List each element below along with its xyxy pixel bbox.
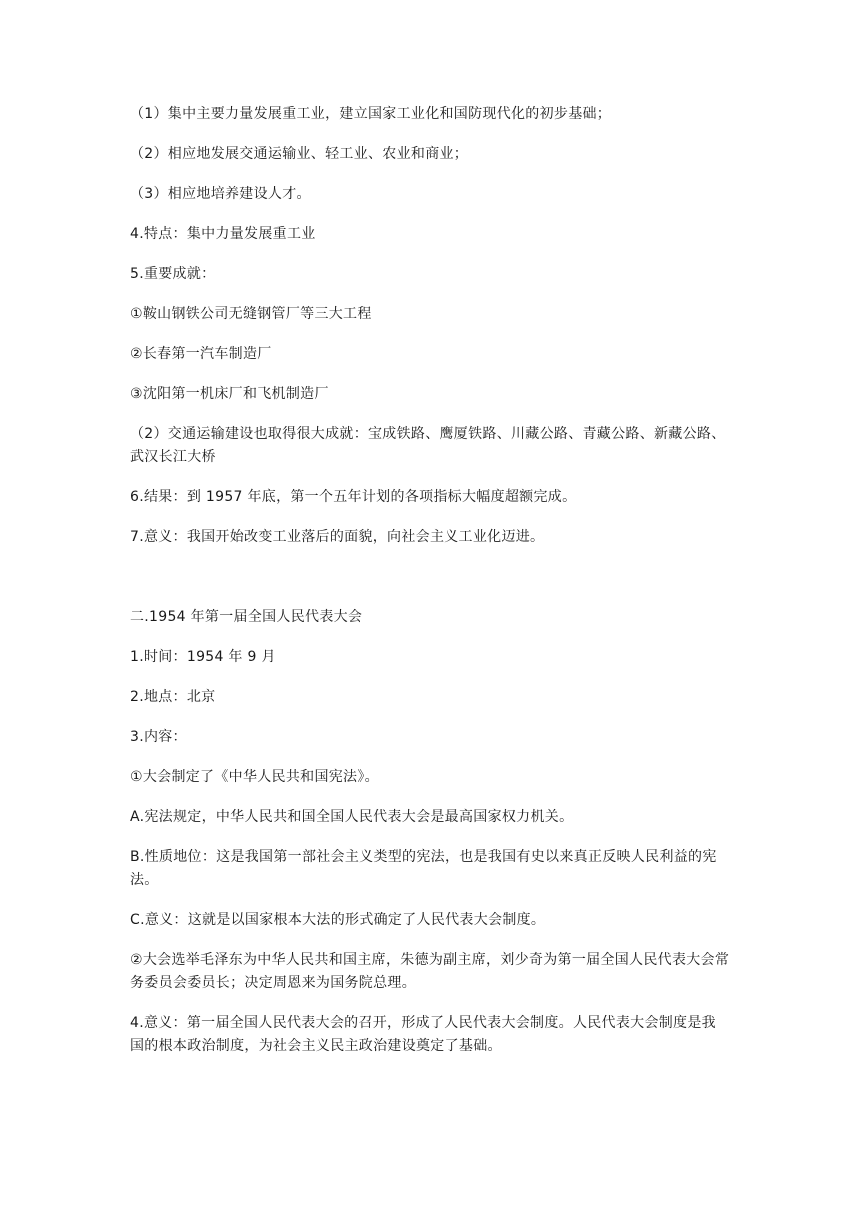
paragraph: （1）集中主要力量发展重工业，建立国家工业化和国防现代化的初步基础； (130, 106, 612, 122)
paragraph: ②大会选举毛泽东为中华人民共和国主席，朱德为副主席，刘少奇为第一届全国人民代表大会常务委员会委员长；决定周恩来为国务院总理。 (130, 952, 730, 991)
paragraph: 5.重要成就： (130, 266, 216, 282)
paragraph: ①鞍山钢铁公司无缝钢管厂等三大工程 (130, 306, 372, 322)
section-heading: 二.1954 年第一届全国人民代表大会 (130, 609, 363, 625)
paragraph: 1.时间：1954 年 9 月 (130, 649, 276, 665)
paragraph: ③沈阳第一机床厂和飞机制造厂 (130, 386, 329, 402)
document-body (130, 103, 730, 1075)
paragraph: C.意义：这就是以国家根本大法的形式确定了人民代表大会制度。 (130, 912, 546, 928)
paragraph: B.性质地位：这是我国第一部社会主义类型的宪法，也是我国有史以来真正反映人民利益的宪法。 (130, 849, 717, 888)
paragraph: 3.内容： (130, 729, 187, 745)
paragraph: ①大会制定了《中华人民共和国宪法》。 (130, 769, 379, 785)
paragraph: A.宪法规定，中华人民共和国全国人民代表大会是最高国家权力机关。 (130, 809, 574, 825)
paragraph: （3）相应地培养建设人才。 (130, 186, 311, 202)
paragraph: 2.地点：北京 (130, 689, 216, 705)
paragraph: 7.意义：我国开始改变工业落后的面貌，向社会主义工业化迈进。 (130, 529, 545, 545)
paragraph: （2）相应地发展交通运输业、轻工业、农业和商业； (130, 146, 469, 162)
paragraph: 4.特点：集中力量发展重工业 (130, 226, 316, 242)
paragraph: （2）交通运输建设也取得很大成就：宝成铁路、鹰厦铁路、川藏公路、青藏公路、新藏公路、武汉长江大桥 (130, 426, 726, 465)
paragraph: 6.结果：到 1957 年底，第一个五年计划的各项指标大幅度超额完成。 (130, 489, 577, 505)
paragraph: ②长春第一汽车制造厂 (130, 346, 272, 362)
section-spacer (130, 566, 730, 606)
paragraph: 4.意义：第一届全国人民代表大会的召开，形成了人民代表大会制度。人民代表大会制度是我国的根本政治制度，为社会主义民主政治建设奠定了基础。 (130, 1015, 716, 1054)
